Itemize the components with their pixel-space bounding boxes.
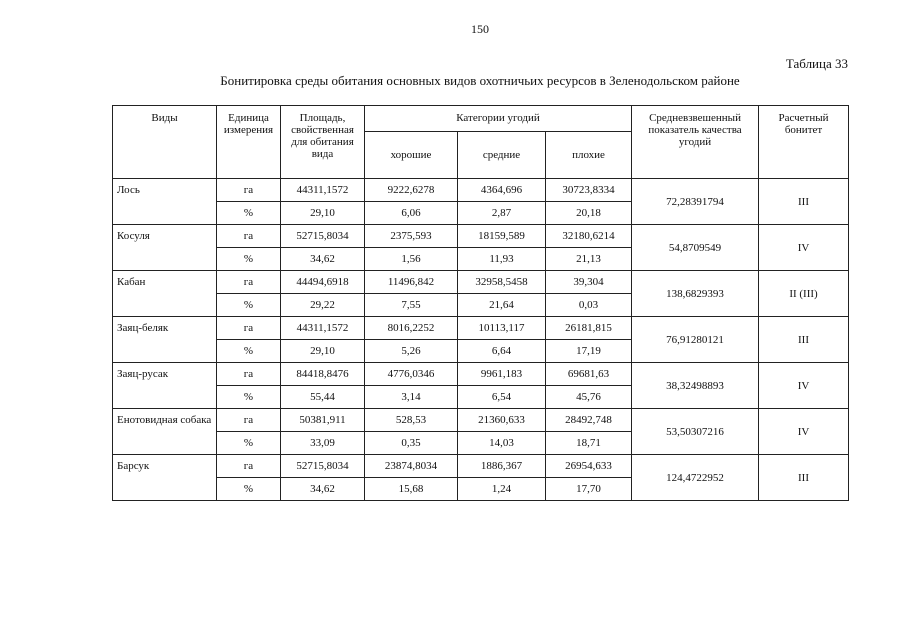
value-cell: 15,68 — [365, 478, 458, 501]
unit-cell: га — [217, 179, 281, 202]
table-row — [113, 271, 849, 294]
species-cell: Барсук — [113, 455, 217, 501]
species-cell: Кабан — [113, 271, 217, 317]
value-cell: 26954,633 — [546, 455, 632, 478]
unit-cell: га — [217, 271, 281, 294]
header-area: Площадь, свойственная для обитания вида — [281, 106, 365, 179]
value-cell: 18159,589 — [458, 225, 546, 248]
value-cell: 44311,1572 — [281, 317, 365, 340]
bonitet-cell: III — [759, 317, 849, 363]
header-avg-quality: Средневзвешенный показатель качества угодий — [632, 106, 759, 179]
value-cell: 26181,815 — [546, 317, 632, 340]
avg-quality-cell: 124,4722952 — [632, 455, 759, 501]
header-species: Виды — [113, 106, 217, 179]
value-cell: 18,71 — [546, 432, 632, 455]
value-cell: 21,13 — [546, 248, 632, 271]
bonitet-cell: III — [759, 179, 849, 225]
value-cell: 5,26 — [365, 340, 458, 363]
bonitet-cell: IV — [759, 363, 849, 409]
value-cell: 6,54 — [458, 386, 546, 409]
value-cell: 2,87 — [458, 202, 546, 225]
value-cell: 11,93 — [458, 248, 546, 271]
table-row — [113, 363, 849, 386]
value-cell: 10113,117 — [458, 317, 546, 340]
unit-cell: % — [217, 432, 281, 455]
value-cell: 23874,8034 — [365, 455, 458, 478]
value-cell: 34,62 — [281, 248, 365, 271]
avg-quality-cell: 138,6829393 — [632, 271, 759, 317]
avg-quality-cell: 53,50307216 — [632, 409, 759, 455]
value-cell: 34,62 — [281, 478, 365, 501]
unit-cell: га — [217, 455, 281, 478]
value-cell: 28492,748 — [546, 409, 632, 432]
header-categories: Категории угодий — [365, 106, 632, 132]
species-cell: Заяц-беляк — [113, 317, 217, 363]
value-cell: 44311,1572 — [281, 179, 365, 202]
unit-cell: % — [217, 294, 281, 317]
page-number: 150 — [471, 22, 489, 36]
table-label: Таблица 33 — [785, 56, 848, 71]
value-cell: 0,35 — [365, 432, 458, 455]
value-cell: 4776,0346 — [365, 363, 458, 386]
value-cell: 21360,633 — [458, 409, 546, 432]
value-cell: 3,14 — [365, 386, 458, 409]
value-cell: 50381,911 — [281, 409, 365, 432]
value-cell: 528,53 — [365, 409, 458, 432]
value-cell: 29,10 — [281, 202, 365, 225]
unit-cell: % — [217, 386, 281, 409]
value-cell: 11496,842 — [365, 271, 458, 294]
value-cell: 1886,367 — [458, 455, 546, 478]
value-cell: 14,03 — [458, 432, 546, 455]
species-cell: Лось — [113, 179, 217, 225]
avg-quality-cell: 38,32498893 — [632, 363, 759, 409]
value-cell: 21,64 — [458, 294, 546, 317]
header-good: хорошие — [365, 132, 458, 179]
unit-cell: га — [217, 317, 281, 340]
avg-quality-cell: 54,8709549 — [632, 225, 759, 271]
species-cell: Заяц-русак — [113, 363, 217, 409]
header-unit: Единица измерения — [217, 106, 281, 179]
species-cell: Косуля — [113, 225, 217, 271]
value-cell: 39,304 — [546, 271, 632, 294]
value-cell: 52715,8034 — [281, 225, 365, 248]
value-cell: 6,64 — [458, 340, 546, 363]
value-cell: 7,55 — [365, 294, 458, 317]
bonitet-cell: IV — [759, 409, 849, 455]
table-row — [113, 455, 849, 478]
value-cell: 0,03 — [546, 294, 632, 317]
unit-cell: % — [217, 248, 281, 271]
bonitet-cell: IV — [759, 225, 849, 271]
value-cell: 44494,6918 — [281, 271, 365, 294]
value-cell: 20,18 — [546, 202, 632, 225]
unit-cell: % — [217, 340, 281, 363]
header-bonitet: Расчетный бонитет — [759, 106, 849, 179]
value-cell: 8016,2252 — [365, 317, 458, 340]
avg-quality-cell: 76,91280121 — [632, 317, 759, 363]
value-cell: 55,44 — [281, 386, 365, 409]
bonitet-table — [112, 105, 849, 501]
value-cell: 17,70 — [546, 478, 632, 501]
value-cell: 45,76 — [546, 386, 632, 409]
unit-cell: % — [217, 478, 281, 501]
value-cell: 52715,8034 — [281, 455, 365, 478]
species-cell: Енотовидная собака — [113, 409, 217, 455]
value-cell: 6,06 — [365, 202, 458, 225]
header-medium: средние — [458, 132, 546, 179]
value-cell: 29,10 — [281, 340, 365, 363]
value-cell: 4364,696 — [458, 179, 546, 202]
value-cell: 32180,6214 — [546, 225, 632, 248]
value-cell: 9961,183 — [458, 363, 546, 386]
value-cell: 84418,8476 — [281, 363, 365, 386]
table-title: Бонитировка среды обитания основных видов охотничьих ресурсов в Зеленодольском районе — [220, 73, 740, 88]
value-cell: 29,22 — [281, 294, 365, 317]
table-row — [113, 317, 849, 340]
avg-quality-cell: 72,28391794 — [632, 179, 759, 225]
value-cell: 33,09 — [281, 432, 365, 455]
value-cell: 1,56 — [365, 248, 458, 271]
unit-cell: га — [217, 363, 281, 386]
unit-cell: га — [217, 409, 281, 432]
table-row — [113, 409, 849, 432]
header-poor: плохие — [546, 132, 632, 179]
value-cell: 1,24 — [458, 478, 546, 501]
value-cell: 69681,63 — [546, 363, 632, 386]
value-cell: 2375,593 — [365, 225, 458, 248]
value-cell: 9222,6278 — [365, 179, 458, 202]
bonitet-cell: II (III) — [759, 271, 849, 317]
value-cell: 32958,5458 — [458, 271, 546, 294]
unit-cell: % — [217, 202, 281, 225]
value-cell: 30723,8334 — [546, 179, 632, 202]
bonitet-cell: III — [759, 455, 849, 501]
table-body — [113, 179, 849, 501]
table-row — [113, 179, 849, 202]
table-row — [113, 225, 849, 248]
unit-cell: га — [217, 225, 281, 248]
value-cell: 17,19 — [546, 340, 632, 363]
